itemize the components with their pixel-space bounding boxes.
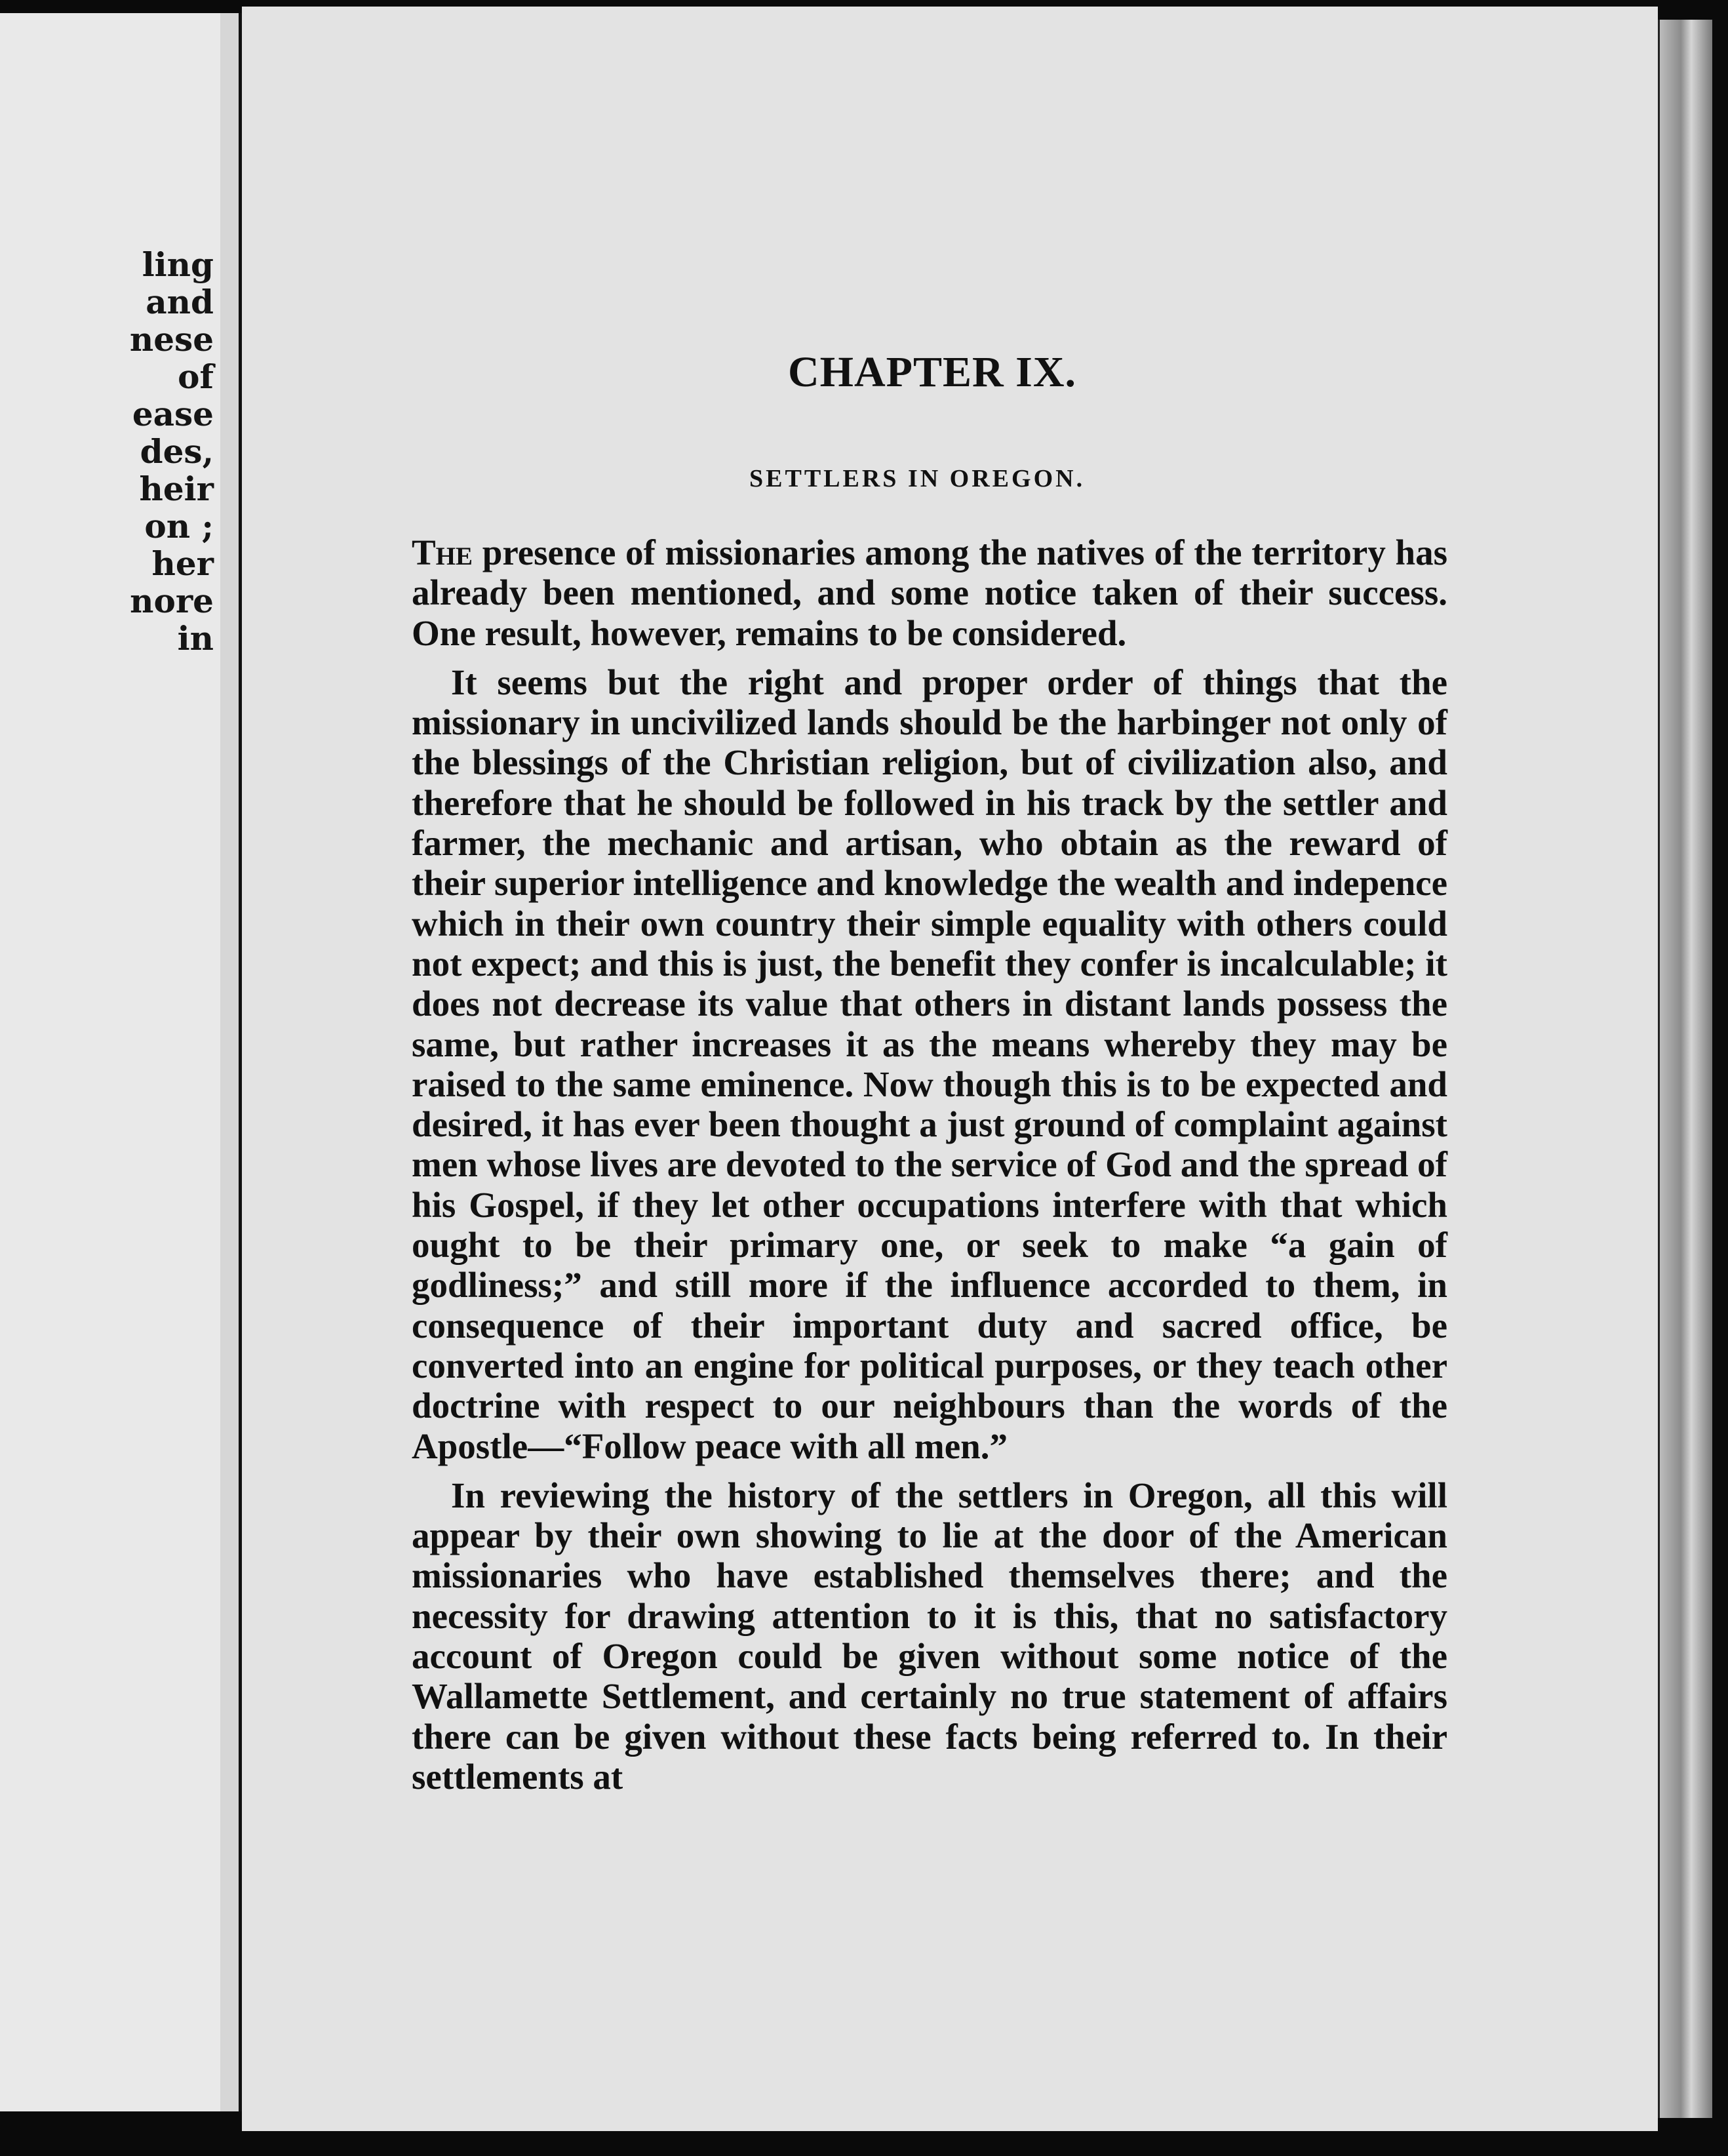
section-title: SETTLERS IN OREGON. [749,465,1086,492]
left-fragment-line: heir [139,469,214,508]
left-fragment-line: nese [129,320,214,359]
body-text [412,532,1447,1797]
left-page-edge [0,13,222,2111]
left-fragment-line: ease [132,395,214,433]
book-gutter [220,13,242,2111]
left-fragment-line: and [146,283,214,321]
paragraph: It seems but the right and proper order of things that the missionary in uncivilized lands should be the harbinger not only of the blessings of the Christian religion, but of civilization also, and therefore that he should be followed in his track by the settler and farmer, the mechanic and artisan, who obtain as the reward of their superior intelligence and knowledge the wealth and indepence which in their own country their simple equality with others could not expect; and this is just, the benefit they confer is incalculable; it does not decrease its value that others in distant lands possess the same, but rather increases it as the means whereby they may be raised to the same eminence. Now though this is to be expected and desired, it has ever been thought a just ground of complaint against men whose lives are devoted to the service of God and the spread of his Gospel, if they let other occupations interfere with that which ought to be their primary one, or seek to make “a gain of godliness;” and still more if the influence accorded to them, in consequence of their important duty and sacred office, be converted into an engine for political purposes, or they teach other doctrine with respect to our neighbours than the words of the Apostle—“Follow peace with all men.” [412,662,1447,1466]
left-fragment-line: ling [142,245,214,284]
left-fragment-line: in [177,619,214,658]
left-page-text-fragments [130,246,214,657]
left-fragment-line: on ; [144,507,214,546]
left-fragment-line: her [151,544,214,583]
paragraph [412,532,1447,653]
page-edge-stack [1658,20,1712,2118]
left-fragment-line: nore [130,582,214,620]
paragraph: In reviewing the history of the settlers in Oregon, all this will appear by their own showing to lie at the door of the American missionaries who have established themselves there; and the necessity for drawing attention to it is this, that no satisfactory account of Oregon could be given without some notice of the Wallamette Settlement, and certainly no true statement of affairs there can be given without these facts being referred to. In their settlements at [412,1475,1447,1797]
chapter-title: CHAPTER IX. [788,348,1077,396]
paragraph-lead-word: The [412,532,473,572]
left-fragment-line: des, [140,432,214,471]
paragraph-text: presence of missionaries among the natives of the territory has already been mentioned, and some notice taken of their success. One result, however, remains to be considered. [412,532,1447,653]
left-fragment-line: of [178,357,214,396]
